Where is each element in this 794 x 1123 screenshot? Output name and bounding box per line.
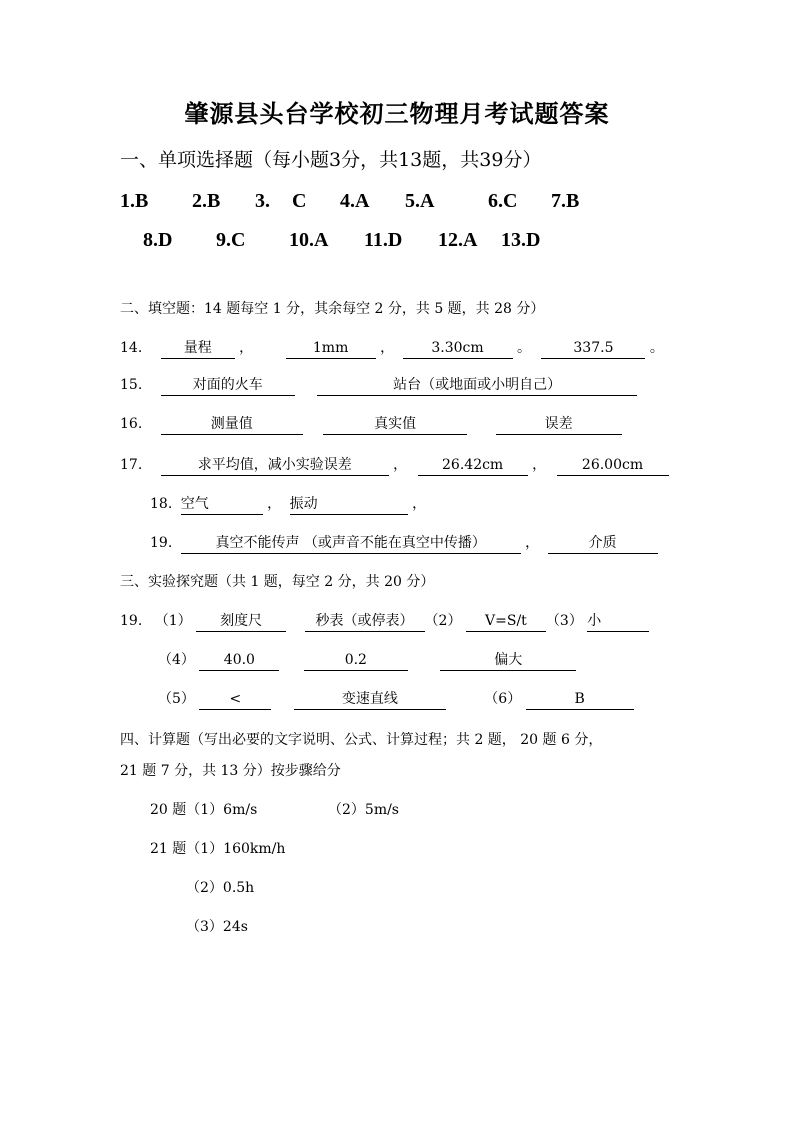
exp-number: 19. bbox=[120, 613, 143, 629]
mc-answer: 9.C bbox=[216, 229, 246, 251]
q17-answer-1: 求平均值，减小实验误差 bbox=[161, 456, 389, 476]
q21-part3: （3）24s bbox=[186, 919, 248, 935]
exp-part-label: （2） bbox=[424, 613, 462, 629]
q15-answer-2: 站台（或地面或小明自己） bbox=[317, 376, 637, 396]
mc-answer: 13.D bbox=[501, 229, 541, 251]
mc-answer: 11.D bbox=[364, 229, 403, 251]
q17-answer-2: 26.42cm bbox=[418, 456, 528, 476]
q14-answer-3: 3.30cm bbox=[403, 339, 513, 359]
mc-answer: 7.B bbox=[551, 190, 580, 212]
exp-part-label: （1） bbox=[154, 613, 192, 629]
q21-part2: （2）0.5h bbox=[186, 880, 255, 896]
mc-answer: 5.A bbox=[405, 190, 435, 212]
q17-answer-3: 26.00cm bbox=[557, 456, 669, 476]
q14-end: 。 bbox=[649, 340, 664, 356]
page-title: 肇源县头台学校初三物理月考试题答案 bbox=[184, 99, 610, 128]
q16-answer-2: 真实值 bbox=[323, 415, 467, 435]
exp-part-label: （4） bbox=[158, 652, 195, 668]
exp-answer: 0.2 bbox=[304, 651, 408, 671]
mc-answer: 12.A bbox=[438, 229, 478, 251]
q15-row bbox=[120, 376, 637, 396]
q18-separator: ， bbox=[267, 496, 282, 512]
q18-answer-1: 空气 bbox=[181, 495, 263, 515]
exp-part-label: （6） bbox=[484, 691, 522, 707]
q14-answer-4: 337.5 bbox=[541, 339, 645, 359]
section1-heading: 一、单项选择题（每小题3分，共13题，共39分） bbox=[120, 149, 542, 171]
q16-answer-1: 测量值 bbox=[161, 415, 303, 435]
q20-part1: 20 题（1）6m/s bbox=[150, 802, 258, 818]
q14-number: 14. bbox=[120, 340, 143, 356]
exp-answer: 40.0 bbox=[199, 651, 279, 671]
q18-row bbox=[150, 493, 426, 515]
q18-end: ， bbox=[412, 496, 427, 512]
q16-answer-3: 误差 bbox=[496, 415, 622, 435]
q19-row bbox=[150, 532, 658, 554]
q14-answer-1: 量程 bbox=[161, 339, 235, 359]
q15-number: 15. bbox=[120, 377, 143, 393]
exp-answer: 变速直线 bbox=[294, 690, 446, 710]
exp-answer: 偏大 bbox=[440, 651, 576, 671]
q14-row bbox=[120, 337, 664, 359]
q14-separator: ， bbox=[239, 340, 254, 356]
exp-answer: 刻度尺 bbox=[196, 612, 286, 632]
q20-part2: （2）5m/s bbox=[328, 802, 399, 818]
q17-separator: ， bbox=[393, 457, 408, 473]
exp-row-2 bbox=[158, 649, 576, 671]
mc-answer: 8.D bbox=[143, 229, 173, 251]
q18-number: 18. bbox=[150, 496, 173, 512]
q21-part1: 21 题（1）160km/h bbox=[150, 841, 286, 857]
exp-row-3 bbox=[158, 688, 634, 710]
q19-answer-2: 介质 bbox=[548, 534, 658, 554]
q19-answer-1: 真空不能传声 （或声音不能在真空中传播） bbox=[181, 534, 521, 554]
section4-heading-cont: 21 题 7 分，共 13 分）按步骤给分 bbox=[120, 763, 341, 779]
exp-answer: B bbox=[526, 690, 634, 710]
q15-answer-1: 对面的火车 bbox=[161, 376, 295, 396]
q19-number: 19. bbox=[150, 535, 173, 551]
q14-separator: ， bbox=[380, 340, 395, 356]
section2-heading: 二、填空题：14 题每空 1 分，其余每空 2 分，共 5 题，共 28 分） bbox=[120, 301, 545, 317]
mc-answer: 6.C bbox=[488, 190, 518, 212]
q17-number: 17. bbox=[120, 457, 143, 473]
mc-answer: 3. bbox=[255, 190, 270, 212]
q18-answer-2: 振动 bbox=[290, 495, 408, 515]
q14-answer-2: 1mm bbox=[286, 339, 376, 359]
q19-separator: ， bbox=[525, 535, 540, 551]
exp-row-1 bbox=[120, 610, 649, 632]
q17-row bbox=[120, 454, 669, 476]
mc-answer: 10.A bbox=[289, 229, 329, 251]
exp-answer: 秒表（或停表） bbox=[305, 612, 425, 632]
exp-answer: 小 bbox=[587, 612, 649, 632]
q16-row bbox=[120, 415, 622, 435]
exp-answer: V=S/t bbox=[466, 612, 546, 632]
q16-number: 16. bbox=[120, 416, 143, 432]
q17-separator: ， bbox=[532, 457, 547, 473]
exp-part-label: （3） bbox=[545, 613, 583, 629]
exp-answer: < bbox=[199, 690, 271, 710]
mc-answer: 1.B bbox=[120, 190, 149, 212]
section3-heading: 三、实验探究题（共 1 题，每空 2 分，共 20 分） bbox=[120, 574, 435, 590]
mc-answer: 2.B bbox=[192, 190, 221, 212]
section4-heading: 四、计算题（写出必要的文字说明、公式、计算过程；共 2 题， 20 题 6 分， bbox=[120, 732, 603, 748]
mc-answer: 4.A bbox=[340, 190, 370, 212]
q14-separator: 。 bbox=[516, 340, 531, 356]
exp-part-label: （5） bbox=[158, 691, 195, 707]
mc-answer: C bbox=[292, 190, 307, 212]
